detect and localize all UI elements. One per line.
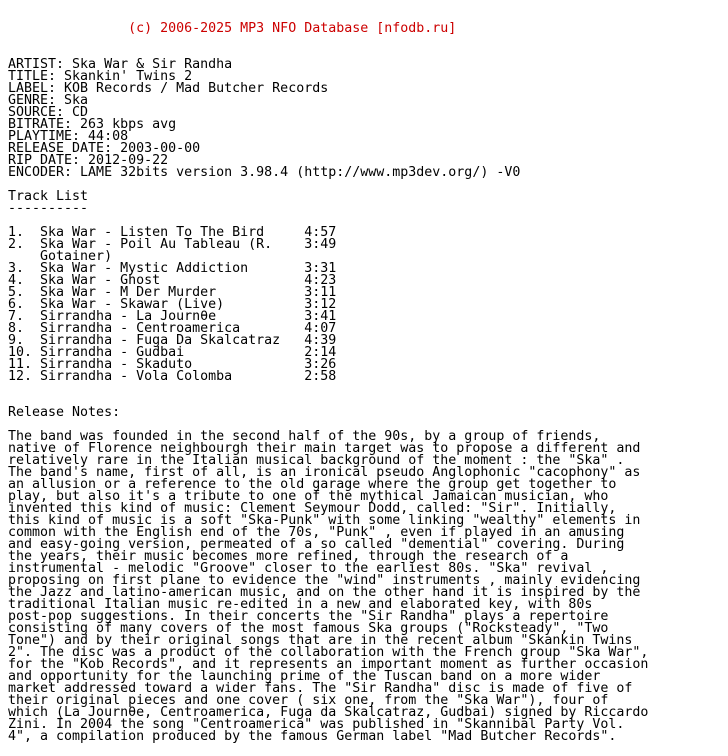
nfo-line: the years, their music becomes more refined, through the research of a: [8, 549, 569, 564]
nfo-line: native of Florence neighbourgh their main target was to propose a different and: [8, 441, 641, 456]
nfo-line: this kind of music is a soft "Ska-Punk" with some linking "wealthy" elements in: [8, 513, 641, 528]
nfo-line: Track List: [8, 189, 89, 204]
nfo-line: and opportunity for the launching prime of the Tuscan band on a more wider: [8, 669, 601, 684]
nfo-line: the Jazz and latino-american music, and on the other hand it is inspired by the: [8, 585, 641, 600]
nfo-line: 2". The disc was a product of the collaboration with the French group "Ska War",: [8, 645, 649, 660]
nfo-line: for the "Kob Records", and it represents an important moment as further occasion: [8, 657, 649, 672]
nfo-line: an allusion or a reference to the old garage where the group get together to: [8, 477, 617, 492]
site-header: (c) 2006-2025 MP3 NFO Database [nfodb.ru]: [8, 21, 457, 36]
nfo-line: Release Notes:: [8, 405, 121, 420]
nfo-line: post-pop suggestions. In their concerts the "Sir Randha" plays a repertoire: [8, 609, 609, 624]
nfo-line: Gotainer): [8, 249, 113, 264]
nfo-line: The band was founded in the second half of the 90s, by a group of friends,: [8, 429, 601, 444]
nfo-line: relatively rare in the Italian musical background of the moment : the "Ska" .: [8, 453, 625, 468]
nfo-line: ENCODER: LAME 32bits version 3.98.4 (http://www.mp3dev.org/) -V0: [8, 165, 521, 180]
nfo-line: 5. Ska War - M Der Murder 3:11: [8, 285, 337, 300]
nfo-line: The band's name, first of all, is an ironical pseudo Anglophonic "cacophony" as: [8, 465, 641, 480]
nfo-line: market addressed toward a wider fans. The "Sir Randha" disc is made of five of: [8, 681, 633, 696]
nfo-line: TITLE: Skankin' Twins 2: [8, 69, 193, 84]
nfo-line: invented this kind of music: Clement Seymour Dodd, called: "Sir". Initially,: [8, 501, 617, 516]
nfo-line: PLAYTIME: 44:08: [8, 129, 129, 144]
nfo-body: [8, 59, 648, 743]
nfo-line: ----------: [8, 201, 89, 216]
nfo-line: 4", a compilation produced by the famous German label "Mad Butcher Records".: [8, 729, 617, 744]
nfo-text: [8, 0, 648, 755]
nfo-line: 6. Ska War - Skawar (Live) 3:12: [8, 297, 337, 312]
nfo-line: play, but also it's a tribute to one of the mythical Jamaican musician, who: [8, 489, 609, 504]
nfo-line: proposing on first plane to evidence the "wind" instruments , mainly evidencing: [8, 573, 641, 588]
nfo-line: RIP DATE: 2012-09-22: [8, 153, 169, 168]
nfo-line: 9. Sirrandha - Fuga Da Skalcatraz 4:39: [8, 333, 337, 348]
nfo-line: 7. Sirrandha - La Journθe 3:41: [8, 309, 337, 324]
nfo-line: [8, 383, 648, 395]
nfo-line: their original pieces and one cover ( six one, from the "Ska War"), four of: [8, 693, 609, 708]
nfo-line: 11. Sirrandha - Skaduto 3:26: [8, 357, 337, 372]
nfo-line: 8. Sirrandha - Centroamerica 4:07: [8, 321, 337, 336]
nfo-line: SOURCE: CD: [8, 105, 89, 120]
nfo-line: and easy-going version, permeated of a so called "demential" covering. During: [8, 537, 625, 552]
nfo-line: 2. Ska War - Poil Au Tableau (R. 3:49: [8, 237, 337, 252]
nfo-line: 4. Ska War - Ghost 4:23: [8, 273, 337, 288]
nfo-line: GENRE: Ska: [8, 93, 89, 108]
nfo-line: 10. Sirrandha - Gudbai 2:14: [8, 345, 337, 360]
nfo-line: which (La Journθe, Centroamerica, Fuga da Skalcatraz, Gudbai) signed by Riccardo: [8, 705, 649, 720]
nfo-line: LABEL: KOB Records / Mad Butcher Records: [8, 81, 329, 96]
nfo-line: [8, 179, 648, 191]
nfo-line: consisting of many covers of the most famous Ska groups ("Rocksteady", "Two: [8, 621, 609, 636]
nfo-line: 1. Ska War - Listen To The Bird 4:57: [8, 225, 337, 240]
nfo-line: Tone") and by their original songs that are in the recent album "Skankin Twins: [8, 633, 633, 648]
nfo-line: RELEASE DATE: 2003-00-00: [8, 141, 201, 156]
nfo-line: instrumental - melodic "Groove" closer to the earliest 80s. "Ska" revival ,: [8, 561, 609, 576]
nfo-line: traditional Italian music re-edited in a new and elaborated key, with 80s: [8, 597, 593, 612]
nfo-line: Zini. In 2004 the song "Centroamerica" was published in "Skannibal Party Vol.: [8, 717, 625, 732]
nfo-line: 12. Sirrandha - Vola Colomba 2:58: [8, 369, 337, 384]
nfo-line: BITRATE: 263 kbps avg: [8, 117, 177, 132]
nfo-line: common with the English end of the 70s, "Punk" , even if played in an amusing: [8, 525, 625, 540]
nfo-line: ARTIST: Ska War & Sir Randha: [8, 57, 233, 72]
nfo-line: 3. Ska War - Mystic Addiction 3:31: [8, 261, 337, 276]
